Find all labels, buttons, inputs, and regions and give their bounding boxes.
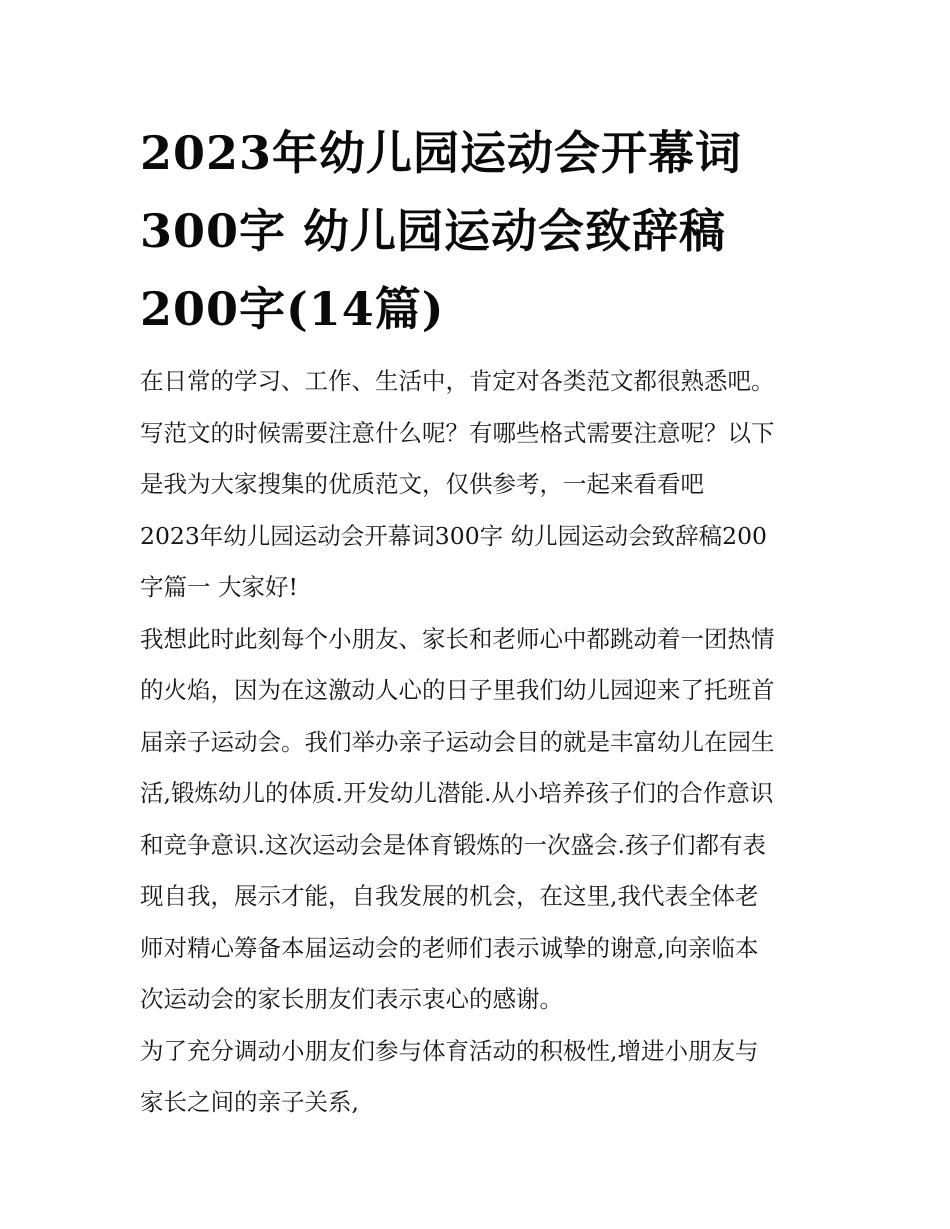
text-line: 的火焰，因为在这激动人心的日子里我们幼儿园迎来了托班首 bbox=[140, 676, 775, 704]
text-line: 现自我，展示才能，自我发展的机会，在这里,我代表全体老 bbox=[140, 882, 759, 910]
text-line: 写范文的时候需要注意什么呢？有哪些格式需要注意呢？以下 bbox=[140, 418, 775, 447]
body-paragraph bbox=[140, 1026, 830, 1129]
title-line: 300字 幼儿园运动会致辞稿 bbox=[140, 204, 727, 258]
document-title bbox=[140, 114, 820, 348]
document-body bbox=[140, 356, 830, 1129]
text-line: 师对精心筹备本届运动会的老师们表示诚挚的谢意,向亲临本 bbox=[140, 933, 759, 962]
title-line: 200字(14篇) bbox=[140, 282, 445, 336]
text-line: 届亲子运动会。我们举办亲子运动会目的就是丰富幼儿在园生 bbox=[140, 727, 775, 756]
text-line: 字篇一 大家好! bbox=[140, 573, 298, 601]
body-paragraph bbox=[140, 614, 830, 1026]
section-heading-paragraph bbox=[140, 511, 830, 614]
intro-paragraph bbox=[140, 356, 830, 511]
text-line: 在日常的学习、工作、生活中，肯定对各类范文都很熟悉吧。 bbox=[140, 367, 775, 395]
text-line: 我想此时此刻每个小朋友、家长和老师心中都跳动着一团热情 bbox=[140, 624, 775, 653]
text-line: 2023年幼儿园运动会开幕词300字 幼儿园运动会致辞稿200 bbox=[140, 521, 767, 550]
title-line: 2023年幼儿园运动会开幕词 bbox=[140, 126, 743, 180]
text-line: 次运动会的家长朋友们表示衷心的感谢。 bbox=[140, 985, 563, 1013]
text-line: 是我为大家搜集的优质范文，仅供参考，一起来看看吧 bbox=[140, 470, 704, 498]
text-line: 为了充分调动小朋友们参与体育活动的积极性,增进小朋友与 bbox=[140, 1036, 759, 1065]
text-line: 活,锻炼幼儿的体质.开发幼儿潜能.从小培养孩子们的合作意识 bbox=[140, 779, 774, 807]
text-line: 和竞争意识.这次运动会是体育锻炼的一次盛会.孩子们都有表 bbox=[140, 830, 766, 859]
text-line: 家长之间的亲子关系, bbox=[140, 1088, 359, 1116]
